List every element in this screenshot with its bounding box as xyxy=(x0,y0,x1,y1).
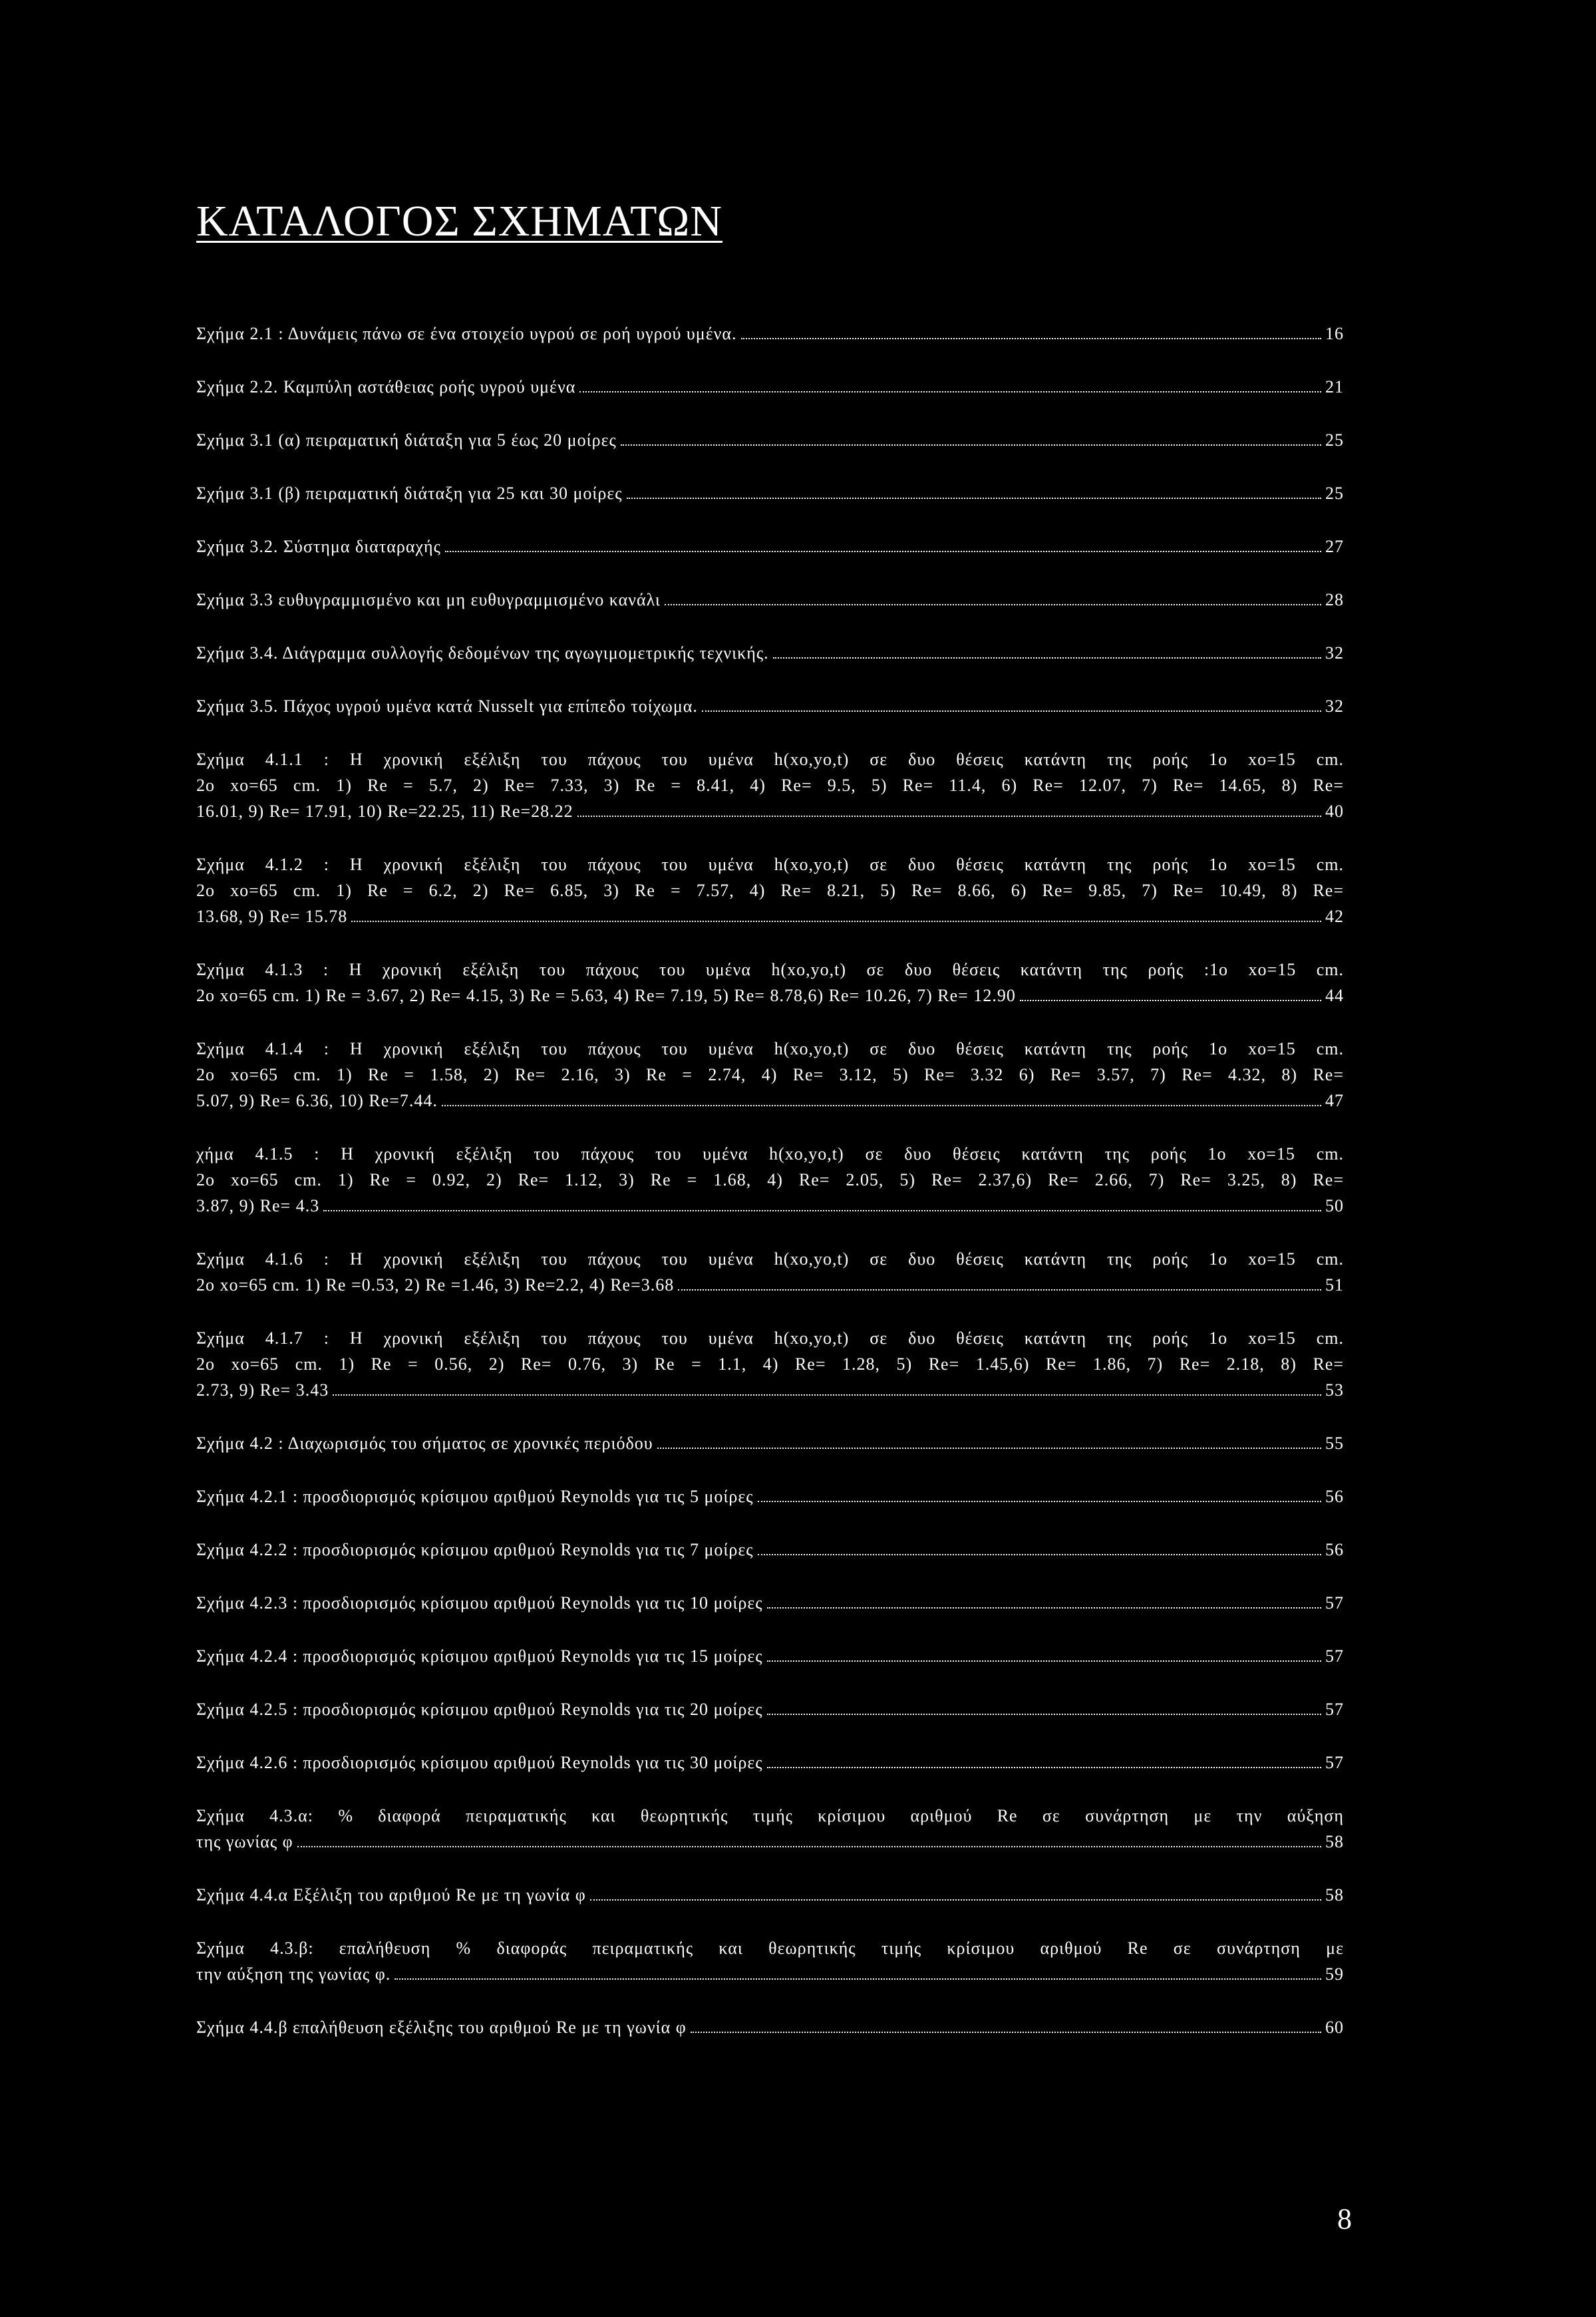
toc-entry xyxy=(196,587,1344,613)
entry-line: Σχήμα 4.1.2 : Η χρονική εξέλιξη του πάχους του υμένα h(xo,yo,t) σε δυο θέσεις κατάντη της ροής 1o xo=15 cm. xyxy=(196,855,1344,874)
entry-text: Σχήμα 3.4. Διάγραμμα συλλογής δεδομένων της αγωγιμομετρικής τεχνικής. xyxy=(196,643,769,663)
dot-leader xyxy=(773,657,1321,659)
dot-leader xyxy=(767,1767,1321,1768)
dot-leader xyxy=(702,710,1321,712)
dot-leader xyxy=(657,1448,1321,1449)
toc-entry xyxy=(196,1036,1344,1114)
entry-line: Σχήμα 4.1.7 : Η χρονική εξέλιξη του πάχους του υμένα h(xo,yo,t) σε δυο θέσεις κατάντη της ροής 1o xo=15 cm. xyxy=(196,1328,1344,1348)
entry-text: Σχήμα 3.2. Σύστημα διαταραχής xyxy=(196,537,441,556)
entry-page: 57 xyxy=(1325,1753,1344,1772)
entry-last-line xyxy=(196,1377,1344,1403)
entry-line: 2o xo=65 cm. 1) Re = 5.7, 2) Re= 7.33, 3) Re = 8.41, 4) Re= 9.5, 5) Re= 11.4, 6) Re= 12.07, 7) Re= 14.65, 8) Re= xyxy=(196,776,1344,795)
entry-last-line xyxy=(196,1272,1344,1298)
entry-text: 2o xo=65 cm. 1) Re = 3.67, 2) Re= 4.15, 3) Re = 5.63, 4) Re= 7.19, 5) Re= 8.78,6) Re= 10.26, 7) Re= 12.90 xyxy=(196,986,1016,1005)
entry-text: Σχήμα 3.1 (β) πειραματική διάταξη για 25 και 30 μοίρες xyxy=(196,484,623,503)
entry-page: 57 xyxy=(1325,1700,1344,1719)
entry-page: 57 xyxy=(1325,1646,1344,1666)
toc-entry xyxy=(196,1750,1344,1776)
toc-entry xyxy=(196,1590,1344,1616)
entry-page: 57 xyxy=(1325,1593,1344,1613)
dot-leader xyxy=(621,444,1321,446)
entry-page: 60 xyxy=(1325,2018,1344,2037)
toc-entry xyxy=(196,480,1344,506)
toc-entry xyxy=(196,427,1344,453)
figure-list xyxy=(196,321,1344,2040)
entry-text: Σχήμα 3.3 ευθυγραμμισμένο και μη ευθυγραμμισμένο κανάλι xyxy=(196,590,661,609)
toc-entry xyxy=(196,1325,1344,1403)
toc-entry xyxy=(196,1643,1344,1669)
entry-line: 2o xo=65 cm. 1) Re = 0.56, 2) Re= 0.76, 3) Re = 1.1, 4) Re= 1.28, 5) Re= 1.45,6) Re= 1.86, 7) Re= 2.18, 8) Re= xyxy=(196,1354,1344,1374)
entry-text: Σχήμα 4.2.1 : προσδιορισμός κρίσιμου αριθμού Reynolds για τις 5 μοίρες xyxy=(196,1487,754,1506)
entry-text: Σχήμα 4.2 : Διαχωρισμός του σήματος σε χρονικές περιόδου xyxy=(196,1434,653,1453)
entry-page: 28 xyxy=(1325,590,1344,609)
entry-last-line xyxy=(196,1088,1344,1114)
dot-leader xyxy=(577,816,1321,817)
entry-text: Σχήμα 4.4.β επαλήθευση εξέλιξης του αριθμού Re με τη γωνία φ xyxy=(196,2018,687,2037)
toc-entry xyxy=(196,1430,1344,1456)
entry-page: 27 xyxy=(1325,537,1344,556)
entry-last-line xyxy=(196,903,1344,929)
entry-text: Σχήμα 2.1 : Δυνάμεις πάνω σε ένα στοιχείο υγρού σε ροή υγρού υμένα. xyxy=(196,324,737,343)
toc-entry xyxy=(196,1537,1344,1563)
toc-entry xyxy=(196,2014,1344,2040)
entry-last-line xyxy=(196,1193,1344,1219)
entry-page: 58 xyxy=(1325,1832,1344,1851)
entry-text: την αύξηση της γωνίας φ. xyxy=(196,1964,391,1984)
dot-leader xyxy=(351,921,1321,922)
entry-page: 47 xyxy=(1325,1091,1344,1110)
entry-text: Σχήμα 4.2.6 : προσδιορισμός κρίσιμου αριθμού Reynolds για τις 30 μοίρες xyxy=(196,1753,763,1772)
entry-page: 58 xyxy=(1325,1885,1344,1905)
toc-entry xyxy=(196,1141,1344,1219)
dot-leader xyxy=(442,1105,1321,1106)
toc-entry xyxy=(196,1483,1344,1509)
toc-entry xyxy=(196,851,1344,929)
entry-page: 21 xyxy=(1325,377,1344,396)
entry-text: Σχήμα 4.2.4 : προσδιορισμός κρίσιμου αριθμού Reynolds για τις 15 μοίρες xyxy=(196,1646,763,1666)
page-title: ΚΑΤΑΛΟΓΟΣ ΣΧΗΜΑΤΩΝ xyxy=(196,197,722,245)
entry-text: 3.87, 9) Re= 4.3 xyxy=(196,1196,320,1215)
entry-page: 32 xyxy=(1325,643,1344,663)
entry-page: 53 xyxy=(1325,1380,1344,1400)
entry-page: 42 xyxy=(1325,907,1344,926)
dot-leader xyxy=(767,1714,1321,1715)
entry-text: 2.73, 9) Re= 3.43 xyxy=(196,1380,329,1400)
entry-text: 2o xo=65 cm. 1) Re =0.53, 2) Re =1.46, 3) Re=2.2, 4) Re=3.68 xyxy=(196,1275,675,1295)
entry-last-line xyxy=(196,798,1344,824)
entry-text: 13.68, 9) Re= 15.78 xyxy=(196,907,348,926)
toc-entry xyxy=(196,746,1344,824)
entry-page: 25 xyxy=(1325,484,1344,503)
dot-leader xyxy=(445,551,1321,552)
dot-leader xyxy=(678,1289,1321,1291)
entry-page: 55 xyxy=(1325,1434,1344,1453)
entry-line: Σχήμα 4.1.4 : Η χρονική εξέλιξη του πάχους του υμένα h(xo,yo,t) σε δυο θέσεις κατάντη της ροής 1o xo=15 cm. xyxy=(196,1039,1344,1058)
entry-text: Σχήμα 2.2. Καμπύλη αστάθειας ροής υγρού υμένα xyxy=(196,377,576,396)
entry-last-line xyxy=(196,983,1344,1008)
entry-line: 2o xo=65 cm. 1) Re = 6.2, 2) Re= 6.85, 3) Re = 7.57, 4) Re= 8.21, 5) Re= 8.66, 6) Re= 9.85, 7) Re= 10.49, 8) Re= xyxy=(196,881,1344,900)
dot-leader xyxy=(758,1554,1321,1555)
dot-leader xyxy=(767,1660,1321,1662)
toc-entry xyxy=(196,1882,1344,1908)
dot-leader xyxy=(297,1846,1321,1847)
entry-text: 5.07, 9) Re= 6.36, 10) Re=7.44. xyxy=(196,1091,438,1110)
dot-leader xyxy=(579,391,1321,392)
toc-entry xyxy=(196,534,1344,559)
entry-line: 2o xo=65 cm. 1) Re = 0.92, 2) Re= 1.12, 3) Re = 1.68, 4) Re= 2.05, 5) Re= 2.37,6) Re= 2.66, 7) Re= 3.25, 8) Re= xyxy=(196,1170,1344,1189)
entry-line: Σχήμα 4.3.α: % διαφορά πειραματικής και θεωρητικής τιμής κρίσιμου αριθμού Re σε συνάρτηση με την αύξηση xyxy=(196,1806,1344,1825)
entry-page: 16 xyxy=(1325,324,1344,343)
toc-entry xyxy=(196,321,1344,347)
entry-page: 32 xyxy=(1325,696,1344,716)
entry-page: 25 xyxy=(1325,430,1344,450)
dot-leader xyxy=(1020,1000,1321,1001)
dot-leader xyxy=(758,1501,1321,1502)
entry-line: χήμα 4.1.5 : Η χρονική εξέλιξη του πάχους του υμένα h(xo,yo,t) σε δυο θέσεις κατάντη της ροής 1o xo=15 cm. xyxy=(196,1144,1344,1163)
page-number: 8 xyxy=(1337,2203,1352,2235)
entry-line: Σχήμα 4.3.β: επαλήθευση % διαφοράς πειραματικής και θεωρητικής τιμής κρίσιμου αριθμού Re σε συνάρτηση με xyxy=(196,1938,1344,1958)
entry-line: Σχήμα 4.1.6 : Η χρονική εξέλιξη του πάχους του υμένα h(xo,yo,t) σε δυο θέσεις κατάντη της ροής 1o xo=15 cm. xyxy=(196,1249,1344,1269)
entry-page: 51 xyxy=(1325,1275,1344,1295)
dot-leader xyxy=(665,604,1321,605)
dot-leader xyxy=(590,1899,1321,1901)
entry-text: της γωνίας φ xyxy=(196,1832,293,1851)
entry-line: 2o xo=65 cm. 1) Re = 1.58, 2) Re= 2.16, 3) Re = 2.74, 4) Re= 3.12, 5) Re= 3.32 6) Re= 3.57, 7) Re= 4.32, 8) Re= xyxy=(196,1065,1344,1084)
entry-last-line xyxy=(196,1829,1344,1855)
entry-text: 16.01, 9) Re= 17.91, 10) Re=22.25, 11) Re=28.22 xyxy=(196,802,573,821)
toc-entry xyxy=(196,693,1344,719)
toc-entry xyxy=(196,640,1344,666)
entry-line: Σχήμα 4.1.1 : Η χρονική εξέλιξη του πάχους του υμένα h(xo,yo,t) σε δυο θέσεις κατάντη της ροής 1o xo=15 cm. xyxy=(196,750,1344,769)
dot-leader xyxy=(627,498,1321,499)
entry-text: Σχήμα 4.2.2 : προσδιορισμός κρίσιμου αριθμού Reynolds για τις 7 μοίρες xyxy=(196,1540,754,1559)
dot-leader xyxy=(741,338,1321,339)
toc-entry xyxy=(196,374,1344,400)
entry-text: Σχήμα 3.5. Πάχος υγρού υμένα κατά Nusselt για επίπεδο τοίχωμα. xyxy=(196,696,698,716)
toc-entry xyxy=(196,1696,1344,1722)
dot-leader xyxy=(691,2032,1321,2033)
entry-page: 50 xyxy=(1325,1196,1344,1215)
toc-entry xyxy=(196,957,1344,1008)
dot-leader xyxy=(767,1607,1321,1609)
entry-text: Σχήμα 3.1 (α) πειραματική διάταξη για 5 έως 20 μοίρες xyxy=(196,430,617,450)
dot-leader xyxy=(323,1210,1321,1211)
entry-text: Σχήμα 4.2.3 : προσδιορισμός κρίσιμου αριθμού Reynolds για τις 10 μοίρες xyxy=(196,1593,763,1613)
entry-last-line xyxy=(196,1961,1344,1987)
entry-text: Σχήμα 4.2.5 : προσδιορισμός κρίσιμου αριθμού Reynolds για τις 20 μοίρες xyxy=(196,1700,763,1719)
toc-entry xyxy=(196,1246,1344,1298)
dot-leader xyxy=(333,1394,1321,1396)
entry-page: 44 xyxy=(1325,986,1344,1005)
entry-text: Σχήμα 4.4.α Εξέλιξη του αριθμού Re με τη γωνία φ xyxy=(196,1885,586,1905)
toc-entry xyxy=(196,1803,1344,1855)
toc-entry xyxy=(196,1935,1344,1987)
entry-page: 56 xyxy=(1325,1487,1344,1506)
entry-line: Σχήμα 4.1.3 : Η χρονική εξέλιξη του πάχους του υμένα h(xo,yo,t) σε δυο θέσεις κατάντη της ροής :1o xo=15 cm. xyxy=(196,960,1344,979)
entry-page: 56 xyxy=(1325,1540,1344,1559)
entry-page: 59 xyxy=(1325,1964,1344,1984)
entry-page: 40 xyxy=(1325,802,1344,821)
dot-leader xyxy=(395,1978,1321,1980)
